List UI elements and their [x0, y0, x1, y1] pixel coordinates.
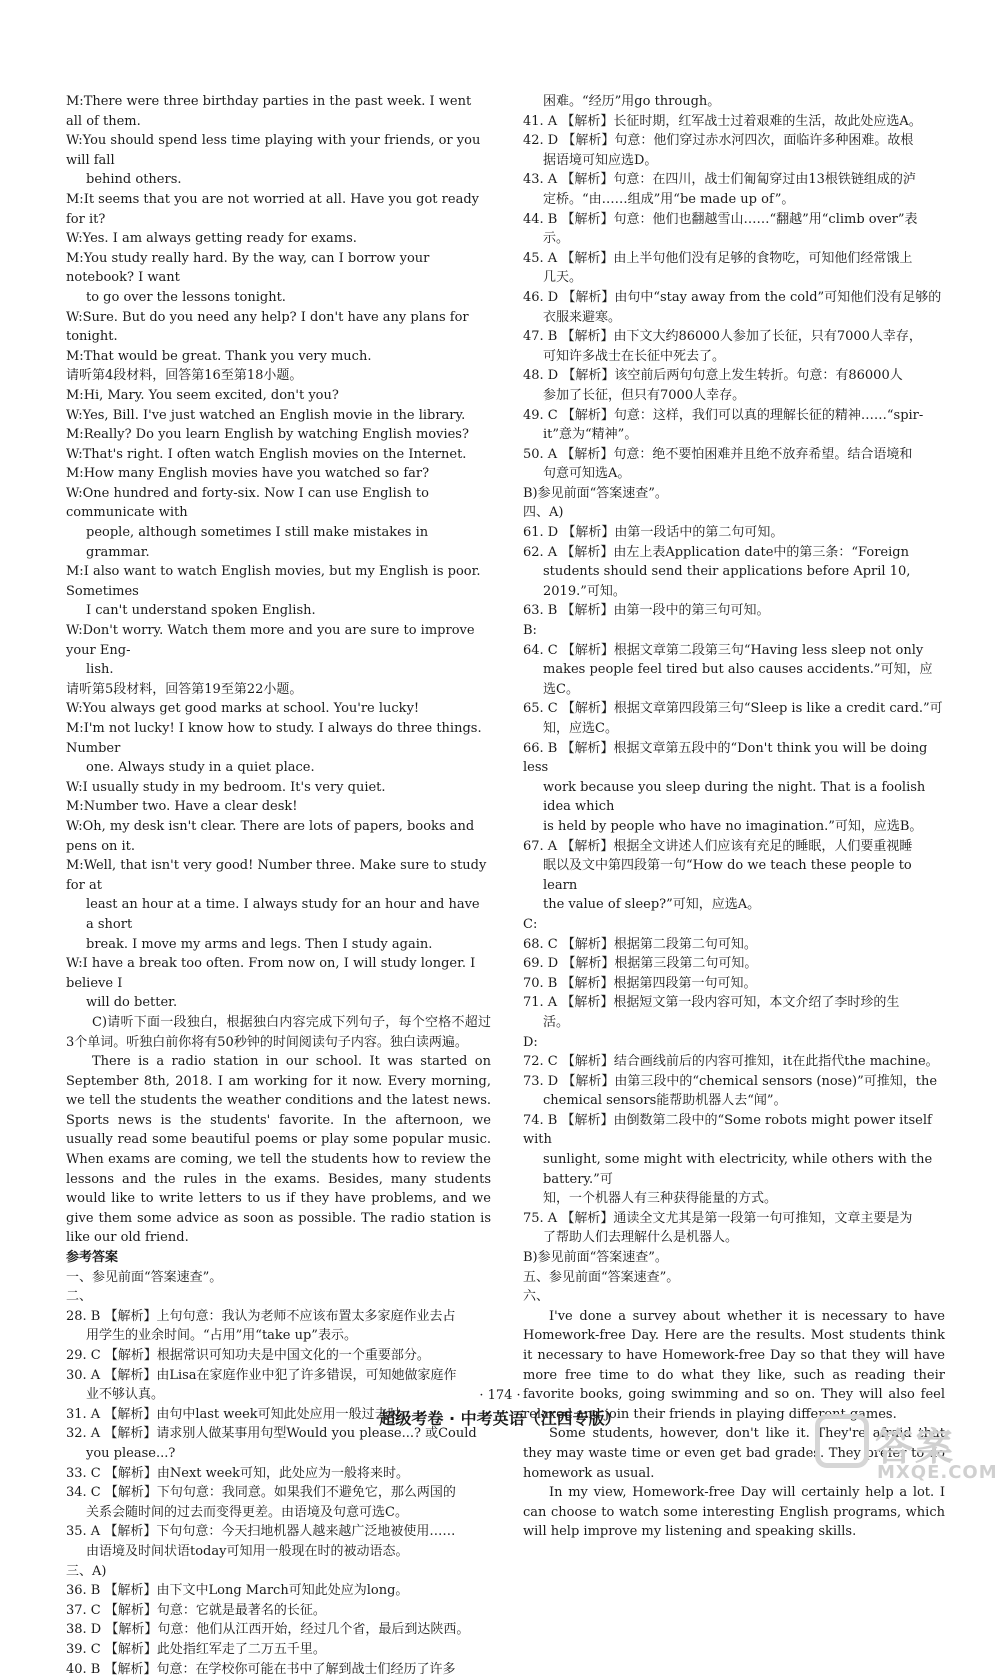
text-line: 72. C 【解析】结合画线前后的内容可推知，it在此指代the machine。 — [523, 1052, 945, 1072]
text-line: W:Oh, my desk isn't clear. There are lots of papers, books and pens on it. — [66, 817, 491, 856]
text-line: D: — [523, 1033, 945, 1053]
text-line: M:There were three birthday parties in the past week. I went all of them. — [66, 92, 491, 131]
text-line: break. I move my arms and legs. Then I study again. — [66, 935, 491, 955]
text-line: work because you sleep during the night. That is a foolish idea which — [523, 778, 945, 817]
text-line: 43. A 【解析】句意：在四川，战士们匍匐穿过由13根铁链组成的泸 — [523, 170, 945, 190]
text-line: 32. A 【解析】请求别人做某事用句型Would you please...? 或Could — [66, 1424, 491, 1444]
text-line: B)参见前面“答案速查”。 — [523, 1248, 945, 1268]
text-line: makes people feel tired but also causes accidents.”可知，应选C。 — [523, 660, 945, 699]
text-line: to go over the lessons tonight. — [66, 288, 491, 308]
text-line: 33. C 【解析】由Next week可知，此处应为一般将来时。 — [66, 1464, 491, 1484]
text-line: 40. B 【解析】句意：在学校你可能在书中了解到战士们经历了许多 — [66, 1660, 491, 1679]
text-line: least an hour at a time. I always study for an hour and have a short — [66, 895, 491, 934]
text-line: 由语境及时间状语today可知用一般现在时的被动语态。 — [66, 1542, 491, 1562]
text-line: 39. C 【解析】此处指红军走了二万五千里。 — [66, 1640, 491, 1660]
text-line: 41. A 【解析】长征时期，红军战士过着艰难的生活，故此处应选A。 — [523, 112, 945, 132]
text-line: 五、参见前面“答案速查”。 — [523, 1268, 945, 1288]
right-column — [523, 92, 945, 1542]
text-line: chemical sensors能帮助机器人去“闻”。 — [523, 1091, 945, 1111]
text-line: 请听第5段材料，回答第19至第22小题。 — [66, 680, 491, 700]
text-line: M:That would be great. Thank you very much. — [66, 347, 491, 367]
text-line: 知，应选C。 — [523, 719, 945, 739]
text-line: 70. B 【解析】根据第四段第一句可知。 — [523, 974, 945, 994]
text-line: 68. C 【解析】根据第二段第二句可知。 — [523, 935, 945, 955]
text-line: 69. D 【解析】根据第三段第二句可知。 — [523, 954, 945, 974]
text-line: 29. C 【解析】根据常识可知功夫是中国文化的一个重要部分。 — [66, 1346, 491, 1366]
text-line: 34. C 【解析】下句句意：我同意。如果我们不避免它，那么两国的 — [66, 1483, 491, 1503]
text-line: M:I also want to watch English movies, but my English is poor. Sometimes — [66, 562, 491, 601]
text-line: 四、A) — [523, 503, 945, 523]
text-paragraph: In my view, Homework-free Day will certainly help a lot. I can choose to watch some interesting English programs, which will help improve my listening and speaking skills. — [523, 1483, 945, 1542]
text-line: M:You study really hard. By the way, can I borrow your notebook? I want — [66, 249, 491, 288]
text-line: 眠以及文中第四段第一句“How do we teach these people to learn — [523, 856, 945, 895]
text-line: W:You always get good marks at school. You're lucky! — [66, 699, 491, 719]
text-line: B)参见前面“答案速查”。 — [523, 484, 945, 504]
text-line: the value of sleep?”可知，应选A。 — [523, 895, 945, 915]
text-line: lish. — [66, 660, 491, 680]
text-line: C: — [523, 915, 945, 935]
text-line: 三、A) — [66, 1562, 491, 1582]
text-line: behind others. — [66, 170, 491, 190]
text-line: people, although sometimes I still make mistakes in grammar. — [66, 523, 491, 562]
text-line: it”意为“精神”。 — [523, 425, 945, 445]
text-line: 活。 — [523, 1013, 945, 1033]
text-line: 63. B 【解析】由第一段中的第三句可知。 — [523, 601, 945, 621]
text-line: 30. A 【解析】由Lisa在家庭作业中犯了许多错误，可知她做家庭作 — [66, 1366, 491, 1386]
text-line: 38. D 【解析】句意：他们从江西开始，经过几个省，最后到达陕西。 — [66, 1620, 491, 1640]
text-line: W:You should spend less time playing with your friends, or you will fall — [66, 131, 491, 170]
text-line: 困难。“经历”用go through。 — [523, 92, 945, 112]
text-line: one. Always study in a quiet place. — [66, 758, 491, 778]
text-line: W:I have a break too often. From now on, I will study longer. I believe I — [66, 954, 491, 993]
text-line: 64. C 【解析】根据文章第二段第三句“Having less sleep not only — [523, 641, 945, 661]
text-paragraph: C)请听下面一段独白，根据独白内容完成下列句子，每个空格不超过3个单词。听独白前你将有50秒钟的时间阅读句子内容。独白读两遍。 — [66, 1013, 491, 1052]
text-line: 可知许多战士在长征中死去了。 — [523, 347, 945, 367]
text-line: 46. D 【解析】由句中“stay away from the cold”可知他们没有足够的 — [523, 288, 945, 308]
text-line: 据语境可知应选D。 — [523, 151, 945, 171]
text-line: 50. A 【解析】句意：绝不要怕困难并且绝不放弃希望。结合语境和 — [523, 445, 945, 465]
text-line: M:How many English movies have you watched so far? — [66, 464, 491, 484]
text-line: 衣服来避寒。 — [523, 308, 945, 328]
watermark-box-icon — [815, 1414, 869, 1468]
text-line: 业不够认真。 — [66, 1385, 491, 1405]
text-line: is held by people who have no imagination.”可知，应选B。 — [523, 817, 945, 837]
text-line: 47. B 【解析】由下文大约86000人参加了长征，只有7000人幸存， — [523, 327, 945, 347]
text-line: W:Yes, Bill. I've just watched an English movie in the library. — [66, 406, 491, 426]
text-line: 74. B 【解析】由倒数第二段中的“Some robots might power itself with — [523, 1111, 945, 1150]
text-line: will do better. — [66, 993, 491, 1013]
text-line: 67. A 【解析】根据全文讲述人们应该有充足的睡眠，人们要重视睡 — [523, 837, 945, 857]
text-line: 一、参见前面“答案速查”。 — [66, 1268, 491, 1288]
text-line: 73. D 【解析】由第三段中的“chemical sensors (nose)”可推知，the — [523, 1072, 945, 1092]
text-line: 66. B 【解析】根据文章第五段中的“Don't think you will be doing less — [523, 739, 945, 778]
text-line: 请听第4段材料，回答第16至第18小题。 — [66, 366, 491, 386]
text-line: 71. A 【解析】根据短文第一段内容可知，本文介绍了李时珍的生 — [523, 993, 945, 1013]
text-line: 37. C 【解析】句意：它就是最著名的长征。 — [66, 1601, 491, 1621]
text-line: 44. B 【解析】句意：他们也翻越雪山……“翻越”用“climb over”表 — [523, 210, 945, 230]
text-line: 关系会随时间的过去而变得更差。由语境及句意可选C。 — [66, 1503, 491, 1523]
section-heading: 参考答案 — [66, 1248, 491, 1268]
text-line: 定桥。“由……组成”用“be made up of”。 — [523, 190, 945, 210]
text-line: M:I'm not lucky! I know how to study. I always do three things. Number — [66, 719, 491, 758]
text-line: 75. A 【解析】通读全文尤其是第一段第一句可推知，文章主要是为 — [523, 1209, 945, 1229]
text-line: W:Don't worry. Watch them more and you are sure to improve your Eng- — [66, 621, 491, 660]
text-line: I can't understand spoken English. — [66, 601, 491, 621]
text-line: 36. B 【解析】由下文中Long March可知此处应为long。 — [66, 1581, 491, 1601]
text-line: W:That's right. I often watch English movies on the Internet. — [66, 445, 491, 465]
text-paragraph: Some students, however, don't like it. They're afraid that they may waste time or even get bad grades. They prefer to do homework as usual. — [523, 1424, 945, 1483]
text-line: 句意可知选A。 — [523, 464, 945, 484]
text-line: W:Sure. But do you need any help? I don't have any plans for tonight. — [66, 308, 491, 347]
text-line: 了帮助人们去理解什么是机器人。 — [523, 1228, 945, 1248]
book-title: 超级考卷 · 中考英语（江西专版） — [0, 1406, 1000, 1429]
text-line: 示。 — [523, 229, 945, 249]
watermark-text: 答案 — [875, 1416, 955, 1471]
text-line: M:Hi, Mary. You seem excited, don't you? — [66, 386, 491, 406]
left-column — [66, 92, 491, 1679]
text-line: W:I usually study in my bedroom. It's very quiet. — [66, 778, 491, 798]
text-line: 六、 — [523, 1287, 945, 1307]
text-paragraph: There is a radio station in our school. It was started on September 8th, 2018. I am working for it now. Every morning, we tell the students the weather conditions and the latest news. Sports news is the students' favorite. In the afternoon, we usually read some beautiful poems or play some popular music. When exams are coming, we tell the students how to review the lessons and the rules in the exams. Besides, many students would like to write letters to us if they have problems, and we give them some advice as soon as possible. The radio station is like our old friend. — [66, 1052, 491, 1248]
text-line: 49. C 【解析】句意：这样，我们可以真的理解长征的精神……“spir- — [523, 406, 945, 426]
text-line: 61. D 【解析】由第一段话中的第二句可知。 — [523, 523, 945, 543]
text-line: M:Well, that isn't very good! Number three. Make sure to study for at — [66, 856, 491, 895]
text-line: 45. A 【解析】由上半句他们没有足够的食物吃，可知他们经常饿上 — [523, 249, 945, 269]
text-line: 62. A 【解析】由左上表Application date中的第三条：“Foreign — [523, 543, 945, 563]
text-line: students should send their applications before April 10, 2019.”可知。 — [523, 562, 945, 601]
text-line: 知，一个机器人有三种获得能量的方式。 — [523, 1189, 945, 1209]
page-number: · 174 · — [0, 1388, 1000, 1403]
text-line: 28. B 【解析】上句句意：我认为老师不应该布置太多家庭作业去占 — [66, 1307, 491, 1327]
text-line: B: — [523, 621, 945, 641]
text-line: 42. D 【解析】句意：他们穿过赤水河四次，面临许多种困难。故根 — [523, 131, 945, 151]
text-line: M:Really? Do you learn English by watching English movies? — [66, 425, 491, 445]
text-paragraph: I've done a survey about whether it is necessary to have Homework-free Day. Here are the results. Most students think it necessary to have Homework-free Day so that they will have more free time to do what they like, such as reading their favorite books, going swimming and so on. They will also feel relaxed and join their friends in playing different games. — [523, 1307, 945, 1425]
text-line: 35. A 【解析】下句句意：今天扫地机器人越来越广泛地被使用…… — [66, 1522, 491, 1542]
text-line: 用学生的业余时间。“占用”用“take up”表示。 — [66, 1326, 491, 1346]
text-line: M:It seems that you are not worried at all. Have you got ready for it? — [66, 190, 491, 229]
watermark-logo — [815, 1414, 983, 1484]
text-line: 31. A 【解析】由句中last week可知此处应用一般过去时。 — [66, 1405, 491, 1425]
text-line: 参加了长征，但只有7000人幸存。 — [523, 386, 945, 406]
text-line: W:Yes. I am always getting ready for exams. — [66, 229, 491, 249]
text-line: M:Number two. Have a clear desk! — [66, 797, 491, 817]
watermark-site: MXQE.COM — [877, 1462, 998, 1483]
text-line: 48. D 【解析】该空前后两句句意上发生转折。句意：有86000人 — [523, 366, 945, 386]
text-line: sunlight, some might with electricity, while others with the battery.”可 — [523, 1150, 945, 1189]
text-line: you please...? — [66, 1444, 491, 1464]
text-line: 65. C 【解析】根据文章第四段第三句“Sleep is like a credit card.”可 — [523, 699, 945, 719]
text-line: 二、 — [66, 1287, 491, 1307]
text-line: 几天。 — [523, 268, 945, 288]
text-line: W:One hundred and forty-six. Now I can use English to communicate with — [66, 484, 491, 523]
